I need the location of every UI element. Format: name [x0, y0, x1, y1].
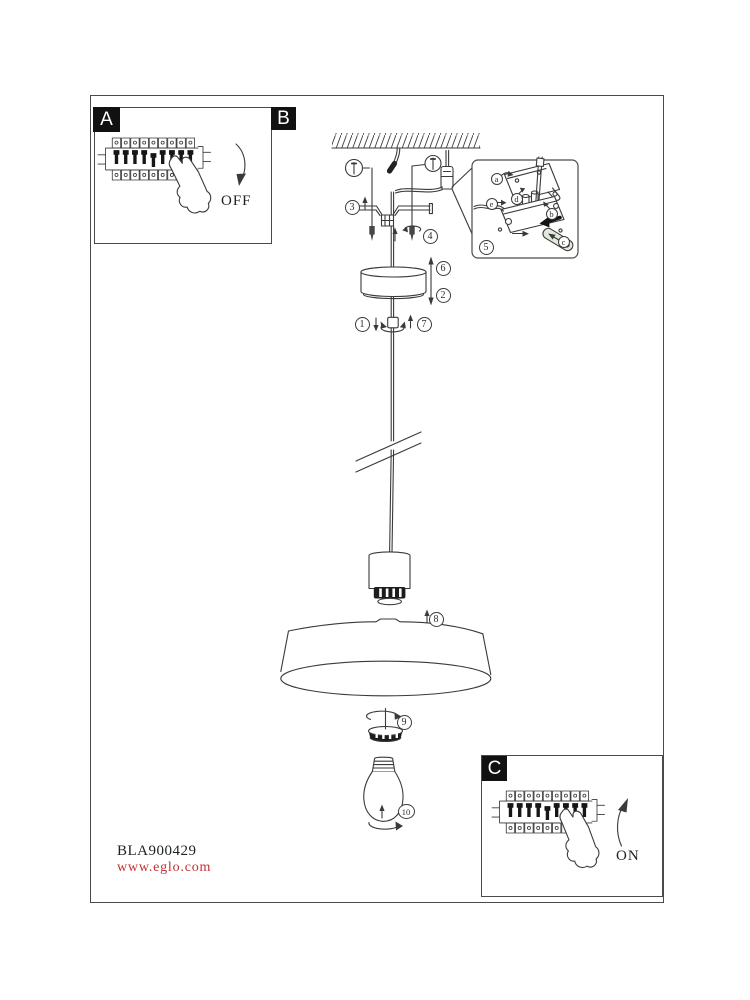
panel-c-box: [481, 755, 663, 897]
breaker-on-text: ON: [616, 848, 640, 864]
panel-a-label: A: [93, 107, 120, 132]
step-callout-10: 10: [398, 804, 415, 819]
wire-label-e: e: [486, 198, 498, 210]
breaker-off-text: OFF: [221, 193, 252, 209]
website-url: www.eglo.com: [117, 860, 212, 875]
wire-label-a: a: [491, 173, 503, 185]
wire-label-c: c: [558, 236, 570, 248]
step-callout-4: 4: [423, 229, 438, 244]
model-number: BLA900429: [117, 843, 197, 859]
step-callout-3: 3: [345, 200, 360, 215]
wire-label-b: b: [546, 208, 558, 220]
step-callout-6: 6: [436, 261, 451, 276]
step-callout-5: 5: [479, 240, 494, 255]
panel-b-label: B: [271, 107, 296, 130]
wire-label-d: d: [511, 193, 523, 205]
step-callout-9: 9: [397, 715, 412, 730]
panel-a-box: [94, 107, 272, 244]
panel-c-label: C: [482, 756, 507, 781]
step-callout-2: 2: [436, 288, 451, 303]
step-callout-7: 7: [417, 317, 432, 332]
step-callout-8: 8: [429, 612, 444, 627]
step-callout-1: 1: [355, 317, 370, 332]
